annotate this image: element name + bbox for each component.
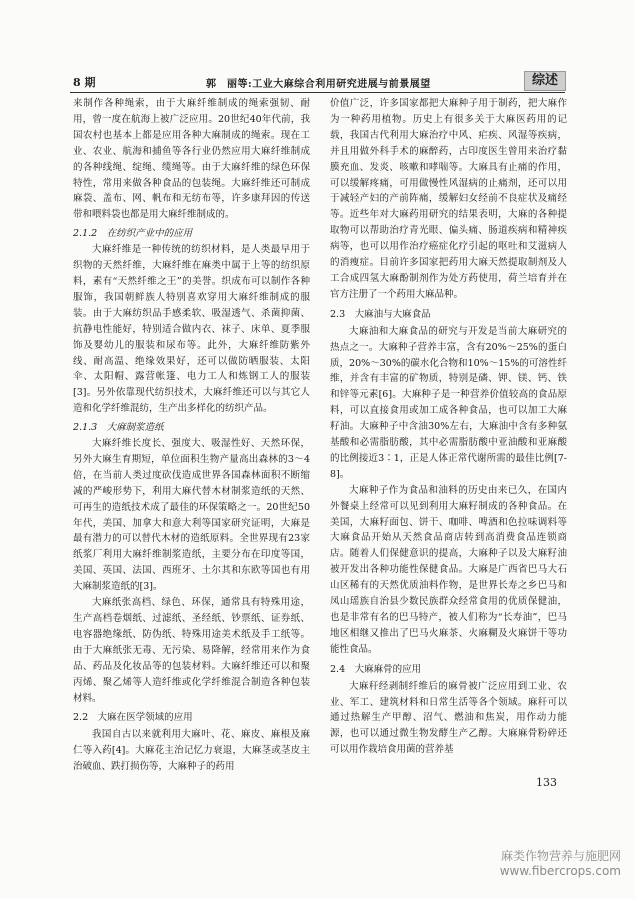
paragraph: 大麻纸张高档、绿色、环保，通常具有特殊用途，生产高档卷烟纸、过滤纸、圣经纸、钞票纸、证券纸、电容器绝缘纸、防伪纸、特殊用途美术纸及手工纸等。由于大麻纸张无毒、无污染、易降解，经常用来作为食品、药品及化妆品等的包装材料。大麻纤维还可以和聚丙烯、聚乙烯等人造纤维或化学纤维混合制造各种包装材料。 [73, 597, 310, 704]
running-title: 郭 丽等:工业大麻综合利用研究进展与前景展望 [206, 79, 431, 90]
issue-number: 8 期 [73, 76, 96, 89]
right-column [330, 96, 567, 758]
paragraph: 大麻油和大麻食品的研究与开发是当前大麻研究的热点之一。大麻种子营养丰富，含有20%～25%的蛋白质，20%～30%的碳水化合物和10%～15%的可溶性纤维，并含有丰富的矿物质，特别是磷、钾、镁、钙、铁和锌等元素[6]。大麻种子是一种营养价值较高的食品原料，可以直接食用或加工成各种食品，也可以加工大麻籽油。大麻种子中含油30%左右，大麻油中含有多种氨基酸和必需脂肪酸，其中必需脂肪酸中亚油酸和亚麻酸的比例接近3∶1，正是人体正常代谢所需的最佳比例[7-8]。 [330, 325, 567, 480]
paragraph: 我国自古以来就利用大麻叶、花、麻皮、麻根及麻仁等入药[4]。大麻花主治记忆力衰退，大麻茎或茎皮主治破血、跌打损伤等，大麻种子的药用 [73, 729, 310, 773]
section-heading: 2.3 大麻油与大麻食品 [330, 308, 431, 320]
section-badge: 综述 [524, 71, 566, 91]
section-heading: 2.4 大麻麻骨的应用 [330, 663, 422, 675]
page-header [0, 71, 635, 91]
left-column [73, 96, 310, 775]
paragraph: 大麻纤维长度长、强度大、吸湿性好、天然环保，另外大麻生育期短，单位面积生物产量高出森林的3～4倍，在当前人类过度砍伐造成世界各国森林面积不断缩减的严峻形势下，利用大麻代替木材制浆造纸的天然、可再生的造纸技术成了最佳的环保策略之一。20世纪50年代，美国、加拿大和意大利等国家研究证明，大麻是最有潜力的可以替代木材的造纸原料。全世界现有23家纸浆厂利用大麻纤维制浆造纸，主要分布在印度等国，美国、英国、法国、西班牙、土尔其和东欧等国也有用大麻制浆造纸的[3]。 [73, 438, 310, 593]
paragraph: 来制作各种绳索，由于大麻纤维制成的绳索强韧、耐用，曾一度在航海上被广泛应用。20世纪40年代前，我国农村也基本上都是应用各种大麻制成的绳索。现在工业、农业、航海和捕鱼等各行业仍然应用大麻纤维制成的各种线绳、绽绳、缆绳等。由于大麻纤维的绿色环保特性，常用来做各种食品的包装绳。大麻纤维还可制成麻袋、盖布、网、帆布和无纺布等，许多康拜因的传送带和喂料袋也都是用大麻纤维制成的。 [73, 98, 310, 221]
paragraph: 大麻纤维是一种传统的纺织材料，是人类最早用于织物的天然纤维，大麻纤维在麻类中属于上等的纺织原料，素有“天然纤维之王”的美誉。织成布可以制作各种服饰，我国朝鲜族人特别喜欢穿用大麻纤维制成的服装。由于大麻纺织品手感柔软、吸湿透气、杀菌抑菌、抗静电性能好，特别适合做内衣、袜子、床单、夏季服饰及婴幼儿的服装和尿布等。此外，大麻纤维防紫外线、耐高温、绝缘效果好，还可以做防晒服装、太阳伞、太阳帽、露营帐篷、电力工人和炼钢工人的服装[3]。另外依靠现代纺织技术，大麻纤维还可以与其它人造和化学纤维混纺，生产出多样化的纺织产品。 [73, 244, 310, 415]
watermark-url: www.fibercrops.com [499, 864, 621, 878]
header-rule [70, 92, 565, 93]
paragraph: 价值广泛，许多国家都把大麻种子用于制药，把大麻作为一种药用植物。历史上有很多关于大麻医药用的记载，我国古代利用大麻治疗中风、疟疾、风湿等疾病，并且用做外科手术的麻醉药，古印度医生曾用来治疗黏膜充血、发炎、咳嗽和哮喘等。大麻具有止痛的作用，可以缓解疼痛，可用做慢性风湿病的止痛剂，还可以用于减轻产妇的产前阵痛，缓解妇女经前不良症状及痛经等。近些年对大麻药用研究的结果表明，大麻的各种提取物可以帮助治疗青光眼、偏头痛、肠道疾病和精神疾病等，也可以用作治疗癌症化疗引起的呕吐和艾滋病人的消瘦症。目前许多国家把药用大麻天然提取制剂及人工合成四氢大麻酚制剂作为处方药使用，荷兰培育并在官方注册了一个药用大麻品种。 [330, 98, 567, 300]
page-number: 133 [536, 776, 557, 789]
subsection-heading: 2.1.3 大麻制浆造纸 [73, 422, 164, 434]
watermark [500, 849, 621, 879]
paragraph: 大麻秆经剥制纤维后的麻骨被广泛应用到工业、农业、军工、建筑材料和日常生活等各个领域。麻秆可以通过热解生产甲醇、沼气、燃油和焦炭，用作动力能源，也可以通过微生物发酵生产乙醇。大麻麻骨粉碎还可以用作栽培食用菌的营养基 [330, 680, 567, 756]
subsection-heading: 2.1.2 在纺织产业中的应用 [73, 228, 193, 240]
watermark-title: 麻类作物营养与施肥网 [500, 849, 621, 863]
section-heading: 2.2 大麻在医学领域的应用 [73, 712, 193, 724]
paragraph: 大麻种子作为食品和油料的历史由来已久，在国内外餐桌上经常可以见到利用大麻籽制成的各种食品。在美国，大麻籽面包、饼干、咖啡、啤酒和色拉味调料等大麻食品开始从天然食品商店转到高消费食品连锁商店。随着人们保健意识的提高，大麻种子以及大麻籽油被开发出各种功能性保健食品。大麻是广西省巴马大石山区稀有的天然优质油料作物，是世界长寿之乡巴马和凤山瑶族自治县少数民族群众经常食用的优质保健油，也是非常有名的巴马特产，被人们称为“长寿油”，巴马地区相继又推出了巴马火麻茶、火麻糊及火麻饼干等功能性食品。 [330, 484, 567, 655]
